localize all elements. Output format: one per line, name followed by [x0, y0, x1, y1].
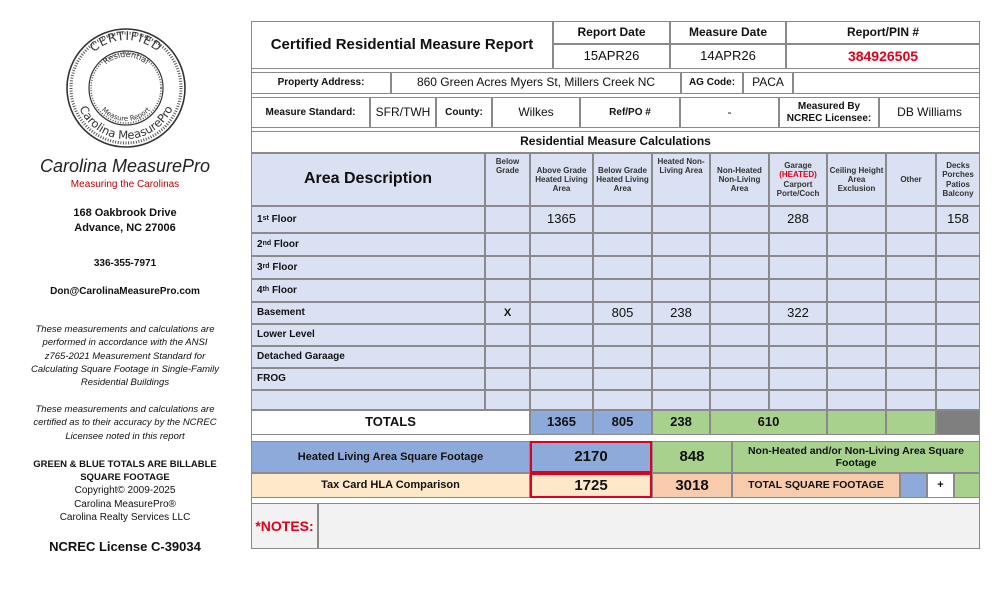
report-date-value: 15APR26 [553, 44, 670, 69]
cell-detached-garage-above-grade-heated [530, 346, 593, 368]
county-label: County: [436, 97, 492, 128]
cell-basement-below-grade: X [485, 302, 530, 324]
cell-basement-ceiling [827, 302, 886, 324]
cell-3rd-floor-decks [936, 256, 980, 279]
property-address-label: Property Address: [251, 72, 391, 94]
totals-label: TOTALS [251, 410, 530, 435]
cell-lower-level-above-grade-heated [530, 324, 593, 346]
cell-1st-floor-above-grade-heated: 1365 [530, 206, 593, 233]
total-ceiling [827, 410, 886, 435]
tax-card-value: 1725 [530, 473, 652, 498]
total-other [886, 410, 936, 435]
cell-blank-other [886, 390, 936, 410]
col-header-other: Other [886, 153, 936, 206]
cell-frog-garage [769, 368, 827, 390]
non-heated-label: Non-Heated and/or Non-Living Area Square Footage [732, 441, 980, 473]
svg-text:Measure Report: Measure Report [99, 105, 153, 124]
cell-frog-other [886, 368, 936, 390]
measure-standard-label: Measure Standard: [251, 97, 370, 128]
total-blue-swatch [900, 473, 927, 498]
cell-1st-floor-decks: 158 [936, 206, 980, 233]
measured-by-label: Measured By NCREC Licensee: [779, 97, 879, 128]
non-heated-value: 848 [652, 441, 732, 473]
company-tagline: Measuring the Carolinas [70, 179, 180, 190]
cell-basement-non-heated [710, 302, 769, 324]
row-label-basement: Basement [251, 302, 485, 324]
cell-3rd-floor-above-grade-heated [530, 256, 593, 279]
notes-field[interactable] [318, 503, 980, 549]
cell-frog-below-grade-heated [593, 368, 652, 390]
cell-blank-non-heated [710, 390, 769, 410]
cell-detached-garage-other [886, 346, 936, 368]
address-line-2: Advance, NC 27006 [74, 222, 176, 234]
ref-po-label: Ref/PO # [580, 97, 680, 128]
cell-detached-garage-decks [936, 346, 980, 368]
license-number: NCREC License C-39034 [49, 539, 201, 554]
total-decks [936, 410, 980, 435]
notes-label: *NOTES: [251, 503, 318, 549]
calc-section-title: Residential Measure Calculations [251, 131, 980, 153]
cell-frog-non-heated [710, 368, 769, 390]
cell-4th-floor-ceiling [827, 279, 886, 302]
cell-blank-above-grade-heated [530, 390, 593, 410]
phone-number: 336-355-7971 [93, 258, 157, 269]
cell-2nd-floor-heated-non-living [652, 233, 710, 256]
cell-frog-heated-non-living [652, 368, 710, 390]
cell-detached-garage-heated-non-living [652, 346, 710, 368]
row-label-frog: FROG [251, 368, 485, 390]
row-label-3rd-floor: 3 rd Floor [251, 256, 485, 279]
cell-4th-floor-heated-non-living [652, 279, 710, 302]
cell-3rd-floor-non-heated [710, 256, 769, 279]
cell-3rd-floor-below-grade [485, 256, 530, 279]
measure-date-value: 14APR26 [670, 44, 786, 69]
measure-date-label: Measure Date [670, 21, 786, 44]
col-header-decks: Decks Porches Patios Balcony [936, 153, 980, 206]
cell-2nd-floor-decks [936, 233, 980, 256]
cell-4th-floor-below-grade [485, 279, 530, 302]
cell-blank-below-grade-heated [593, 390, 652, 410]
hla-label: Heated Living Area Square Footage [251, 441, 530, 473]
cell-1st-floor-garage: 288 [769, 206, 827, 233]
cell-frog-decks [936, 368, 980, 390]
address-line-1: 168 Oakbrook Drive [73, 207, 177, 219]
cell-4th-floor-above-grade-heated [530, 279, 593, 302]
billable-note: GREEN & BLUE TOTALS ARE BILLABLE SQUARE FOOTAGE [33, 459, 217, 483]
standard-disclaimer: These measurements and calculations are performed in accordance with the ANSI z765-2021 Measurement Standard for Calculating Square Footage in Single-Family Residential Buildings [31, 324, 219, 389]
cell-4th-floor-below-grade-heated [593, 279, 652, 302]
cell-2nd-floor-garage [769, 233, 827, 256]
row-label-2nd-floor: 2 nd Floor [251, 233, 485, 256]
report-date-label: Report Date [553, 21, 670, 44]
total-sqft-label: TOTAL SQUARE FOOTAGE [732, 473, 900, 498]
cell-basement-above-grade-heated [530, 302, 593, 324]
measured-by-value: DB Williams [879, 97, 980, 128]
cell-lower-level-heated-non-living [652, 324, 710, 346]
svg-text:Carolina MeasurePro: Carolina MeasurePro [76, 103, 176, 143]
cell-2nd-floor-below-grade-heated [593, 233, 652, 256]
ag-code-label: AG Code: [681, 72, 743, 94]
cell-1st-floor-heated-non-living [652, 206, 710, 233]
row-label-blank [251, 390, 485, 410]
pin-value: 384926505 [786, 44, 980, 69]
cell-blank-below-grade [485, 390, 530, 410]
cell-2nd-floor-above-grade-heated [530, 233, 593, 256]
cell-lower-level-below-grade [485, 324, 530, 346]
report-title: Certified Residential Measure Report [251, 21, 553, 69]
cell-3rd-floor-ceiling [827, 256, 886, 279]
cell-3rd-floor-below-grade-heated [593, 256, 652, 279]
cell-basement-decks [936, 302, 980, 324]
plus-sign: + [927, 473, 954, 498]
cell-detached-garage-below-grade [485, 346, 530, 368]
property-address-value: 860 Green Acres Myers St, Millers Creek NC [391, 72, 681, 94]
cell-detached-garage-below-grade-heated [593, 346, 652, 368]
cell-1st-floor-below-grade [485, 206, 530, 233]
certification-disclaimer: These measurements and calculations are certified as to their accuracy by the NCREC Licensee noted in this report [33, 404, 217, 442]
cell-blank-heated-non-living [652, 390, 710, 410]
brand-name: Carolina MeasurePro® [74, 499, 176, 510]
cell-basement-below-grade-heated: 805 [593, 302, 652, 324]
cell-frog-ceiling [827, 368, 886, 390]
cell-4th-floor-garage [769, 279, 827, 302]
total-green-swatch [954, 473, 980, 498]
hla-value: 2170 [530, 441, 652, 473]
ag-code-value: PACA [743, 72, 793, 94]
address-row-blank [793, 72, 980, 94]
cell-4th-floor-non-heated [710, 279, 769, 302]
cell-3rd-floor-other [886, 256, 936, 279]
col-header-ceiling-height: Ceiling Height Area Exclusion [827, 153, 886, 206]
county-value: Wilkes [492, 97, 580, 128]
certified-seal-logo [65, 27, 187, 149]
cell-detached-garage-non-heated [710, 346, 769, 368]
cell-lower-level-garage [769, 324, 827, 346]
svg-text:Residential: Residential [101, 49, 151, 67]
cell-basement-garage: 322 [769, 302, 827, 324]
cell-1st-floor-non-heated [710, 206, 769, 233]
cell-lower-level-other [886, 324, 936, 346]
cell-blank-ceiling [827, 390, 886, 410]
total-heated-non-living: 238 [652, 410, 710, 435]
cell-2nd-floor-other [886, 233, 936, 256]
pin-label: Report/PIN # [786, 21, 980, 44]
cell-1st-floor-other [886, 206, 936, 233]
cell-2nd-floor-ceiling [827, 233, 886, 256]
col-header-heated-non-living: Heated Non-Living Area [652, 153, 710, 206]
total-above-grade-heated: 1365 [530, 410, 593, 435]
ref-po-value: - [680, 97, 779, 128]
cell-4th-floor-decks [936, 279, 980, 302]
measure-standard-value: SFR/TWH [370, 97, 436, 128]
email-address: Don@CarolinaMeasurePro.com [50, 286, 200, 297]
cell-3rd-floor-heated-non-living [652, 256, 710, 279]
total-sqft-value: 3018 [652, 473, 732, 498]
cell-basement-heated-non-living: 238 [652, 302, 710, 324]
cell-3rd-floor-garage [769, 256, 827, 279]
cell-1st-floor-ceiling [827, 206, 886, 233]
svg-text:CERTIFIED: CERTIFIED [87, 28, 165, 55]
cell-frog-above-grade-heated [530, 368, 593, 390]
cell-4th-floor-other [886, 279, 936, 302]
col-header-non-heated-non-living: Non-Heated Non-Living Area [710, 153, 769, 206]
cell-detached-garage-ceiling [827, 346, 886, 368]
col-header-below-grade: Below Grade [485, 153, 530, 206]
cell-1st-floor-below-grade-heated [593, 206, 652, 233]
col-header-garage: Garage (HEATED) Carport Porte/Coch [769, 153, 827, 206]
tax-card-label: Tax Card HLA Comparison [251, 473, 530, 498]
cell-lower-level-ceiling [827, 324, 886, 346]
row-label-detached-garage: Detached Garaage [251, 346, 485, 368]
area-description-header: Area Description [251, 153, 485, 206]
row-label-lower-level: Lower Level [251, 324, 485, 346]
total-below-grade-heated: 805 [593, 410, 652, 435]
company-name: Carolina MeasurePro [39, 156, 211, 176]
cell-detached-garage-garage [769, 346, 827, 368]
col-header-above-grade-heated: Above Grade Heated Living Area [530, 153, 593, 206]
row-label-4th-floor: 4 th Floor [251, 279, 485, 302]
col-header-below-grade-heated: Below Grade Heated Living Area [593, 153, 652, 206]
cell-blank-garage [769, 390, 827, 410]
cell-2nd-floor-non-heated [710, 233, 769, 256]
cell-lower-level-below-grade-heated [593, 324, 652, 346]
copyright: Copyright© 2009-2025 [74, 485, 176, 496]
cell-lower-level-non-heated [710, 324, 769, 346]
cell-basement-other [886, 302, 936, 324]
cell-2nd-floor-below-grade [485, 233, 530, 256]
row-label-1st-floor: 1 st Floor [251, 206, 485, 233]
cell-frog-below-grade [485, 368, 530, 390]
total-garage: 610 [710, 410, 827, 435]
cell-blank-decks [936, 390, 980, 410]
cell-lower-level-decks [936, 324, 980, 346]
company-legal-name: Carolina Realty Services LLC [59, 512, 191, 523]
